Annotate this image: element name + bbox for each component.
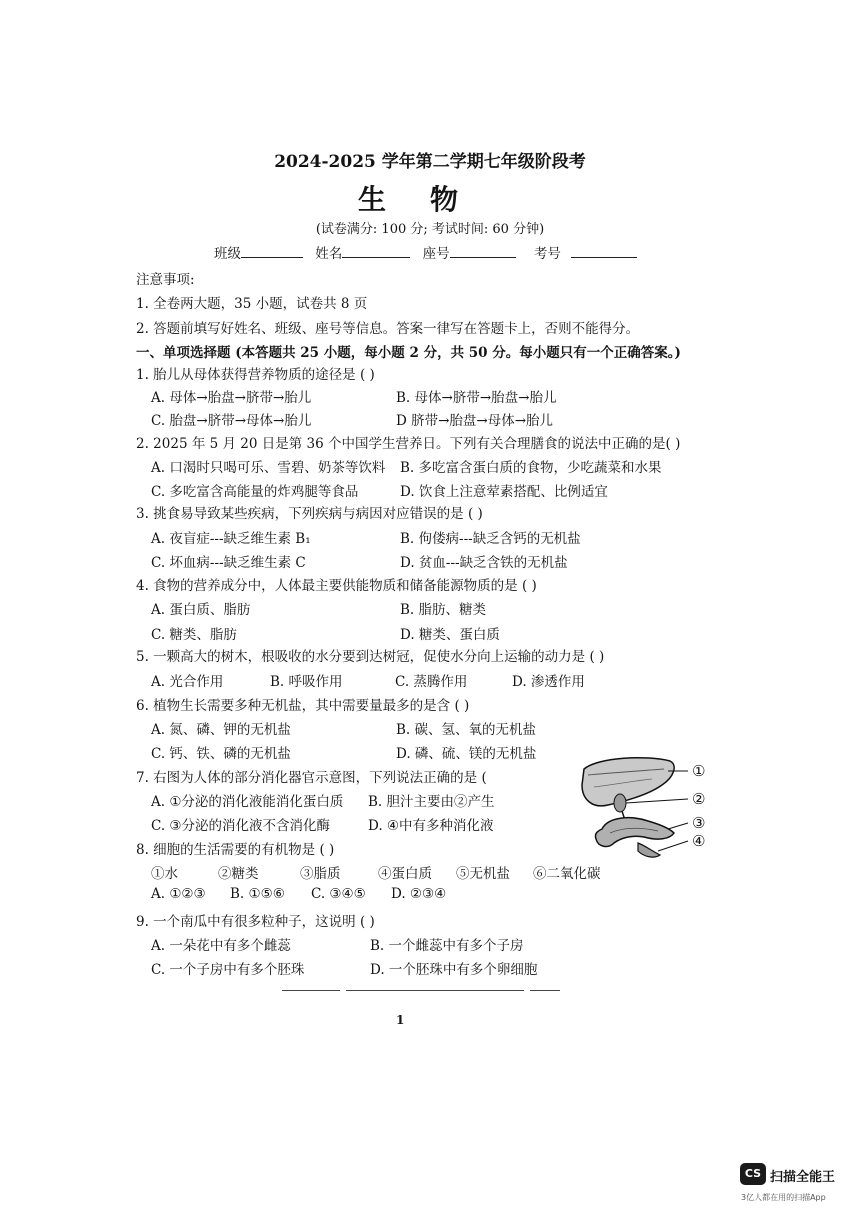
option-d: D. 饮食上注意荤素搭配、比例适宜 (400, 484, 608, 500)
option-b: B. 佝偻病---缺乏含钙的无机盐 (400, 531, 581, 547)
option-b: B. 呼吸作用 (270, 674, 343, 690)
option-b: B. 碳、氢、氧的无机盐 (396, 722, 537, 738)
option-d: D. 糖类、蛋白质 (400, 627, 500, 643)
class-label: 班级 (214, 246, 241, 262)
q8-item: ⑤无机盐 (456, 866, 510, 882)
name-blank (342, 243, 410, 258)
option-d: D. 一个胚珠中有多个卵细胞 (370, 962, 538, 978)
exam-meta: (试卷满分: 100 分; 考试时间: 60 分钟) (315, 222, 545, 237)
question-stem: 3. 挑食易导致某些疾病，下列疾病与病因对应错误的是 ( ) (136, 506, 483, 522)
digestive-organs-diagram (578, 755, 728, 867)
option-d: D. 贫血---缺乏含铁的无机盐 (400, 555, 568, 571)
question-stem: 2. 2025 年 5 月 20 日是第 36 个中国学生营养日。下列有关合理膳食的说法中正确的是( ) (136, 436, 681, 452)
exam-title: 2024-2025 学年第二学期七年级阶段考 (274, 152, 586, 172)
option-b: B. 胆汁主要由②产生 (368, 794, 495, 810)
option-d: D. ②③④ (391, 886, 447, 902)
exam-no-label: 考号 (533, 246, 561, 262)
option-b: B. ①⑤⑥ (230, 886, 285, 902)
figure-marker-1: ① (692, 762, 706, 780)
option-b: B. 母体→脐带→胎盘→胎儿 (396, 390, 557, 406)
scanner-app-name: 扫描全能王 (770, 1170, 836, 1185)
question-stem: 5. 一颗高大的树木，根吸收的水分要到达树冠，促使水分向上运输的动力是 ( ) (136, 649, 605, 665)
option-a: A. 一朵花中有多个雌蕊 (151, 938, 291, 954)
option-a: A. 光合作用 (151, 674, 224, 690)
digestive-organs-figure (578, 755, 728, 867)
question-stem: 7. 右图为人体的部分消化器官示意图，下列说法正确的是 ( (136, 770, 487, 786)
option-d: D. 渗透作用 (512, 674, 585, 690)
option-c: C. 多吃富含高能量的炸鸡腿等食品 (151, 484, 359, 500)
question-stem: 4. 食物的营养成分中，人体最主要供能物质和储备能源物质的是 ( ) (136, 578, 537, 594)
option-b: B. 脂肪、糖类 (400, 602, 487, 618)
figure-marker-3: ③ (692, 814, 706, 832)
option-a: A. 口渴时只喝可乐、雪碧、奶茶等饮料 (151, 460, 386, 476)
option-b: B. 一个雌蕊中有多个子房 (370, 938, 524, 954)
option-a: A. 夜盲症---缺乏维生素 B₁ (151, 531, 311, 547)
name-label: 姓名 (315, 246, 343, 262)
option-d: D. 磷、硫、镁的无机盐 (396, 746, 537, 762)
scanner-tagline: 3亿人都在用的扫描App (741, 1193, 826, 1202)
notes-heading: 注意事项: (136, 272, 195, 288)
option-c: C. 钙、铁、磷的无机盐 (151, 746, 291, 762)
class-blank (241, 243, 303, 258)
note-item: 1. 全卷两大题，35 小题，试卷共 8 页 (136, 296, 368, 312)
option-a: A. ①分泌的消化液能消化蛋白质 (151, 794, 344, 810)
option-c: C. ③④⑤ (311, 886, 366, 902)
footer-divider (346, 990, 524, 991)
option-c: C. 坏血病---缺乏维生素 C (151, 555, 306, 571)
option-c: C. 糖类、脂肪 (151, 627, 237, 643)
student-info-fields (214, 242, 637, 262)
option-c: C. ③分泌的消化液不含消化酶 (151, 818, 331, 834)
question-stem: 9. 一个南瓜中有很多粒种子，这说明 ( ) (136, 914, 375, 930)
option-b: B. 多吃富含蛋白质的食物，少吃蔬菜和水果 (400, 460, 662, 476)
footer-divider (530, 990, 560, 991)
option-d: D. ④中有多种消化液 (368, 818, 494, 834)
q8-item: ①水 (151, 866, 178, 882)
figure-marker-2: ② (692, 790, 706, 808)
page-number: 1 (396, 1013, 405, 1027)
q8-item: ②糖类 (218, 866, 259, 882)
footer-divider (282, 990, 340, 991)
seat-blank (450, 243, 516, 258)
q8-item: ④蛋白质 (378, 866, 432, 882)
question-stem: 1. 胎儿从母体获得营养物质的途径是 ( ) (136, 367, 375, 383)
option-d: D 脐带→胎盘→母体→胎儿 (396, 413, 554, 429)
subject-title: 生物 (357, 183, 502, 216)
scanner-logo-icon: CS (740, 1163, 766, 1185)
option-a: A. 母体→胎盘→脐带→胎儿 (151, 390, 312, 406)
option-c: C. 胎盘→脐带→母体→胎儿 (151, 413, 312, 429)
figure-marker-4: ④ (692, 832, 706, 850)
option-c: C. 蒸腾作用 (395, 674, 468, 690)
seat-label: 座号 (422, 246, 450, 262)
question-stem: 6. 植物生长需要多种无机盐，其中需要量最多的是含 ( ) (136, 698, 470, 714)
exam-no-blank (571, 243, 637, 258)
option-a: A. ①②③ (151, 886, 206, 902)
option-a: A. 氮、磷、钾的无机盐 (151, 722, 291, 738)
question-stem: 8. 细胞的生活需要的有机物是 ( ) (136, 842, 335, 858)
section-heading: 一、单项选择题 (本答题共 25 小题，每小题 2 分，共 50 分。每小题只有一个正确答案。) (136, 345, 681, 361)
option-c: C. 一个子房中有多个胚珠 (151, 962, 305, 978)
q8-item: ③脂质 (300, 866, 341, 882)
note-item: 2. 答题前填写好姓名、班级、座号等信息。答案一律写在答题卡上，否则不能得分。 (136, 321, 640, 337)
option-a: A. 蛋白质、脂肪 (151, 602, 251, 618)
q8-item: ⑥二氧化碳 (533, 866, 601, 882)
